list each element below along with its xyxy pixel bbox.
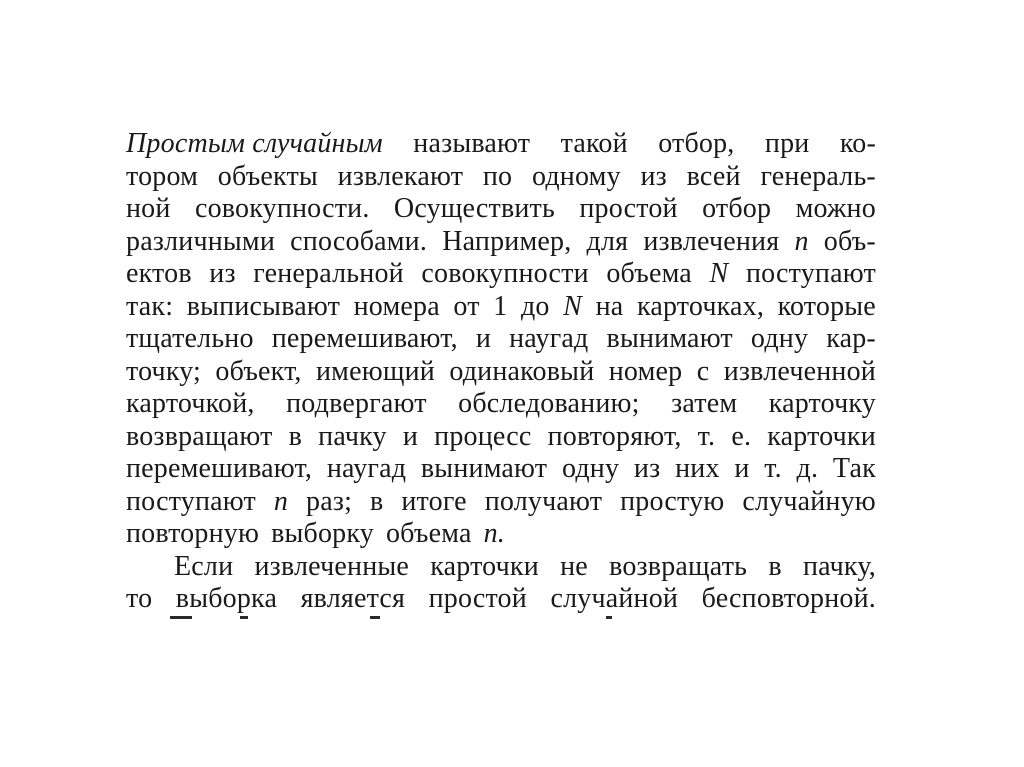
word: различными bbox=[126, 225, 276, 257]
word: вынимают bbox=[420, 453, 548, 484]
word: выборка bbox=[175, 583, 278, 614]
word: отбор, bbox=[658, 128, 735, 159]
word: одну bbox=[750, 323, 809, 354]
word: способами. bbox=[290, 225, 428, 257]
word: случайной bbox=[550, 583, 679, 614]
word: извлечения bbox=[643, 225, 780, 257]
word: всей bbox=[686, 160, 741, 192]
text-line-7 bbox=[126, 323, 876, 356]
word: подвергают bbox=[286, 388, 427, 419]
word: то bbox=[126, 583, 153, 614]
word: из bbox=[640, 160, 667, 192]
word: и bbox=[402, 420, 419, 452]
text-line-13 bbox=[126, 518, 876, 551]
word: совокупности. bbox=[194, 193, 370, 224]
word: карточки bbox=[430, 550, 539, 582]
variable-N: N bbox=[563, 290, 583, 322]
word: по bbox=[482, 160, 513, 192]
word: перемешивают, bbox=[126, 453, 313, 484]
word: т. bbox=[697, 420, 716, 452]
text-line-14 bbox=[126, 551, 876, 584]
word: такой bbox=[560, 128, 628, 159]
word: Так bbox=[832, 453, 876, 484]
text-line-15 bbox=[126, 583, 876, 616]
word: имеющий bbox=[316, 355, 435, 387]
word: поступают bbox=[745, 258, 876, 289]
word: номер bbox=[608, 355, 683, 387]
word: простой bbox=[579, 193, 678, 224]
word: ектов bbox=[126, 258, 192, 289]
word: и bbox=[734, 453, 750, 484]
text-line-3 bbox=[126, 193, 876, 226]
word: в bbox=[288, 420, 303, 452]
text-line-4 bbox=[126, 226, 876, 259]
word: них bbox=[675, 453, 720, 484]
word: повторную bbox=[126, 518, 260, 549]
word: извлеченные bbox=[254, 550, 410, 582]
word: одному bbox=[531, 160, 621, 192]
word: номера bbox=[353, 290, 440, 322]
word: кар- bbox=[826, 323, 876, 354]
word: объект, bbox=[215, 355, 302, 387]
word: ной bbox=[126, 193, 171, 224]
word: повторяют, bbox=[547, 420, 682, 452]
variable-n: n bbox=[794, 225, 809, 257]
word: пачку bbox=[318, 420, 387, 452]
text-line-11 bbox=[126, 453, 876, 486]
word: карточку bbox=[768, 388, 876, 419]
word: перемешивают, bbox=[271, 323, 458, 354]
word: простой bbox=[428, 583, 527, 614]
word: возвращают bbox=[126, 420, 273, 452]
word: в bbox=[370, 485, 384, 517]
word: е. bbox=[731, 420, 752, 452]
word: называют bbox=[413, 128, 531, 159]
text-line-6 bbox=[126, 291, 876, 324]
word: обследованию; bbox=[458, 388, 640, 419]
word: извлекают bbox=[337, 160, 464, 192]
text-line-9 bbox=[126, 388, 876, 421]
word: генеральной bbox=[253, 258, 404, 289]
word: так: bbox=[126, 290, 174, 322]
word: тщательно bbox=[126, 323, 254, 354]
word: затем bbox=[671, 388, 738, 419]
number: 1 bbox=[493, 290, 508, 322]
word: раз; bbox=[306, 485, 353, 517]
text-line-8 bbox=[126, 356, 876, 389]
word: извлеченной bbox=[723, 355, 876, 387]
word: вынимают bbox=[606, 323, 733, 354]
word: до bbox=[520, 290, 550, 322]
word: процесс bbox=[434, 420, 532, 452]
word: объ- bbox=[823, 225, 876, 257]
word: из bbox=[633, 453, 661, 484]
variable-n: n. bbox=[483, 518, 505, 549]
text-line-5 bbox=[126, 258, 876, 291]
variable-N: N bbox=[709, 258, 729, 289]
word: бесповторной. bbox=[701, 583, 876, 614]
word: с bbox=[696, 355, 710, 387]
word: одинаковый bbox=[449, 355, 595, 387]
word: объекты bbox=[217, 160, 318, 192]
word: отбор bbox=[702, 193, 772, 224]
word: т. bbox=[764, 453, 782, 484]
word: для bbox=[586, 225, 629, 257]
word: из bbox=[209, 258, 236, 289]
word: выборку bbox=[271, 518, 374, 549]
word: ко- bbox=[839, 128, 876, 159]
word: простую bbox=[620, 485, 725, 517]
word: генераль- bbox=[760, 160, 876, 192]
word: возвращать bbox=[609, 550, 748, 582]
word: в bbox=[768, 550, 782, 582]
word: которые bbox=[777, 290, 876, 322]
word: не bbox=[560, 550, 588, 582]
word: точку; bbox=[126, 355, 202, 387]
word: и bbox=[475, 323, 492, 354]
word: при bbox=[764, 128, 810, 159]
emphasized-term: Простым случайным bbox=[126, 128, 383, 159]
word: объема bbox=[606, 258, 692, 289]
word: наугад bbox=[326, 453, 407, 484]
word: получают bbox=[484, 485, 603, 517]
text-line-1 bbox=[126, 128, 876, 161]
word: карточки bbox=[767, 420, 876, 452]
word: одну bbox=[561, 453, 620, 484]
variable-n: n bbox=[273, 485, 289, 517]
word: д. bbox=[796, 453, 819, 484]
word: Осуществить bbox=[393, 193, 555, 224]
word: совокупности bbox=[421, 258, 589, 289]
text-line-10 bbox=[126, 421, 876, 454]
word: пачку, bbox=[802, 550, 876, 582]
word: Если bbox=[174, 550, 234, 582]
word: поступают bbox=[126, 485, 256, 517]
word: на bbox=[595, 290, 624, 322]
word: случайную bbox=[742, 485, 876, 517]
word: является bbox=[300, 583, 406, 614]
word: итоге bbox=[401, 485, 467, 517]
word: карточках, bbox=[636, 290, 765, 322]
word: выписывают bbox=[186, 290, 341, 322]
paragraph-text bbox=[126, 128, 876, 616]
word: от bbox=[453, 290, 480, 322]
word: можно bbox=[795, 193, 876, 224]
word: Например, bbox=[442, 225, 572, 257]
word: тором bbox=[126, 160, 199, 192]
word: объема bbox=[385, 518, 472, 549]
text-line-12 bbox=[126, 486, 876, 519]
word: карточкой, bbox=[126, 388, 255, 419]
text-line-2 bbox=[126, 161, 876, 194]
cut-off-next-line bbox=[170, 612, 640, 620]
word: наугад bbox=[509, 323, 589, 354]
